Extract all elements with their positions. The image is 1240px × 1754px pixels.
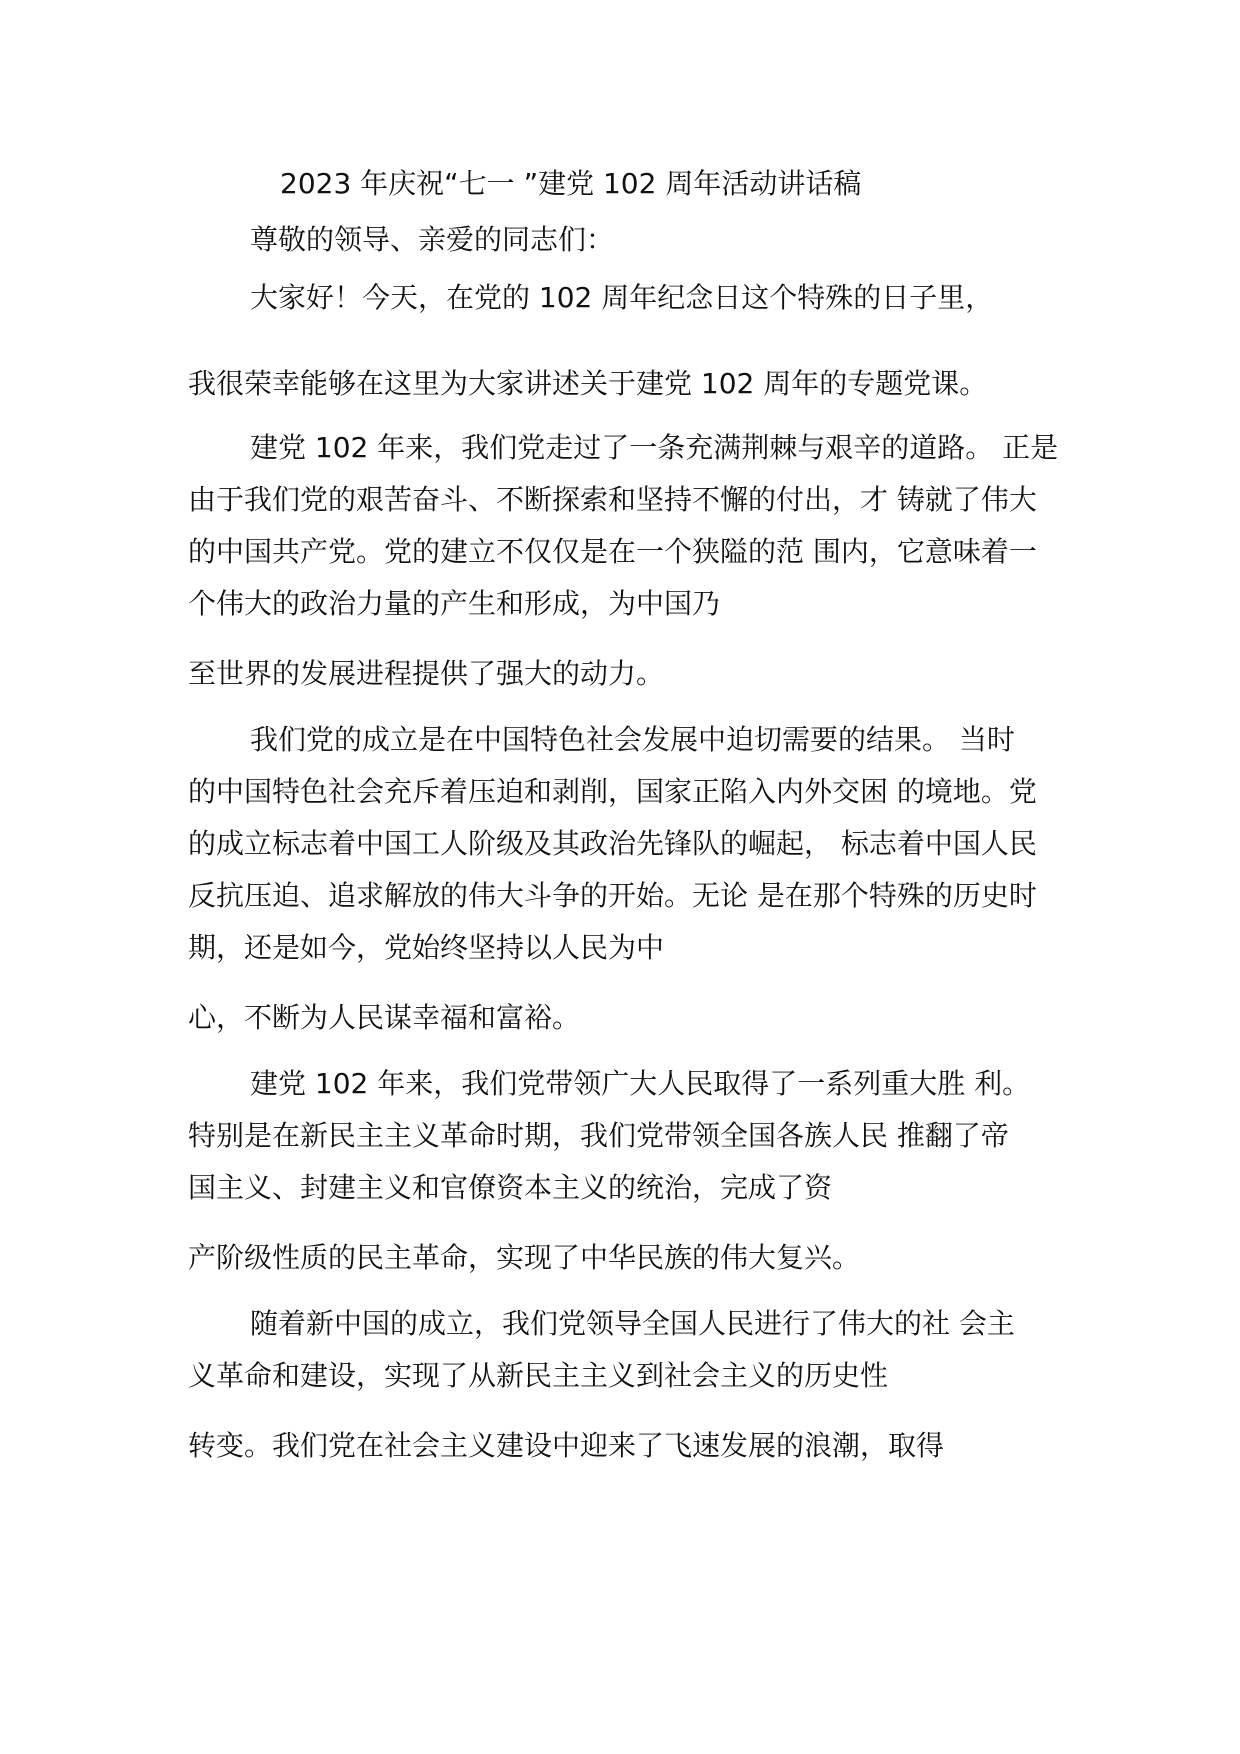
text-line: 特别是在新民主主义革命时期，我们党带领全国各族人民 推翻了帝	[188, 1119, 1009, 1152]
document-title: 2023 年庆祝“七一 ”建党 102 周年活动讲话稿	[280, 167, 862, 200]
salutation-line: 尊敬的领导、亲爱的同志们：	[250, 223, 615, 256]
text-line: 期，还是如今，党始终坚持以人民为中	[188, 931, 665, 964]
text-line: 随着新中国的成立，我们党领导全国人民进行了伟大的社 会主	[250, 1307, 1015, 1340]
text-line: 转变。我们党在社会主义建设中迎来了飞速发展的浪潮，取得	[188, 1429, 945, 1462]
text-line: 大家好！今天，在党的 102 周年纪念日这个特殊的日子里，	[250, 281, 994, 314]
text-line: 国主义、封建主义和官僚资本主义的统治，完成了资	[188, 1171, 833, 1204]
text-line: 建党 102 年来，我们党带领广大人民取得了一系列重大胜 利。	[250, 1067, 1031, 1100]
text-line: 心，不断为人民谋幸福和富裕。	[188, 1001, 581, 1034]
text-line: 反抗压迫、追求解放的伟大斗争的开始。无论 是在那个特殊的历史时	[188, 879, 1037, 912]
text-line: 产阶级性质的民主革命，实现了中华民族的伟大复兴。	[188, 1241, 861, 1274]
text-line: 个伟大的政治力量的产生和形成，为中国乃	[188, 587, 721, 620]
text-line: 建党 102 年来，我们党走过了一条充满荆棘与艰辛的道路。 正是	[250, 431, 1059, 464]
text-line: 义革命和建设，实现了从新民主主义到社会主义的历史性	[188, 1359, 889, 1392]
text-line: 我很荣幸能够在这里为大家讲述关于建党 102 周年的专题党课。	[188, 367, 988, 400]
text-line: 的中国共产党。党的建立不仅仅是在一个狭隘的范 围内，它意味着一	[188, 535, 1037, 568]
text-line: 我们党的成立是在中国特色社会发展中迫切需要的结果。 当时	[250, 723, 1015, 756]
text-line: 的成立标志着中国工人阶级及其政治先锋队的崛起， 标志着中国人民	[188, 827, 1037, 860]
text-line: 至世界的发展进程提供了强大的动力。	[188, 657, 665, 690]
text-line: 的中国特色社会充斥着压迫和剥削，国家正陷入内外交困 的境地。党	[188, 775, 1037, 808]
text-line: 由于我们党的艰苦奋斗、不断探索和坚持不懈的付出，才 铸就了伟大	[188, 483, 1037, 516]
